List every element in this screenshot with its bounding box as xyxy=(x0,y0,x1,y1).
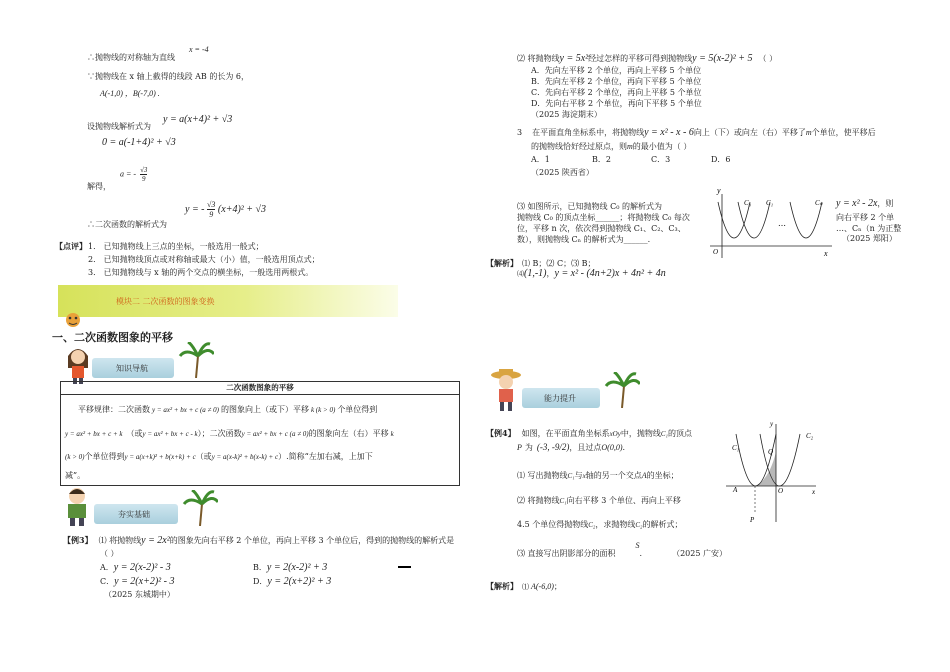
ex4-line-1: 【例4】 如图，在平面直角坐标系xOy中，抛物线C₁的顶点 xyxy=(486,428,692,438)
math-axis: x = -4 xyxy=(189,45,209,54)
note-label: 【点评】 xyxy=(55,241,87,251)
ex3-source: （2025 东城期中） xyxy=(104,590,175,599)
module-title: 模块二 二次函数的图象变换 xyxy=(116,297,215,306)
y-axis-label: y xyxy=(770,420,774,428)
cn-label: Cₙ xyxy=(815,199,823,207)
q4-line-3: 位，平移 n 次，依次得到抛物线 C₁、C₂、C₃、 xyxy=(517,224,686,233)
girl-character-icon xyxy=(64,342,92,384)
q2-question: ⑵ 将抛物线y = 5x²经过怎样的平移可得到抛物线y = 5(x-2)² + 5 （ ） xyxy=(517,53,778,64)
point-p-label: P xyxy=(750,516,755,524)
palm-tree-icon xyxy=(178,342,214,378)
q4-line-1: ⑶ 如图所示，已知抛物线 C₀ 的解析式为 xyxy=(517,202,662,211)
ex3-option-b: B．y = 2(x-2)² + 3 xyxy=(253,562,328,573)
q3-option-b: B．2 xyxy=(592,155,611,164)
math-a-value: a = - $\frac{√3}{9}$ xyxy=(120,166,148,183)
box-line-1: 平移规律：二次函数 y = ax² + bx + c (a ≠ 0) 的图象向上（或下）平移 k (k > 0) 个单位得到 xyxy=(78,405,378,414)
q-answer-line-1: 【解析】 ⑴ B；⑵ C；⑶ B； xyxy=(486,258,596,268)
boy-character-icon xyxy=(62,486,92,526)
q2-option-c: C．先向右平移 2 个单位，再向上平移 5 个单位 xyxy=(531,88,702,97)
math-substitution: 0 = a(-1+4)² + √3 xyxy=(102,137,176,148)
q3-option-c: C．3 xyxy=(651,155,671,164)
parabola-series-graph xyxy=(708,188,836,260)
q3-question: 3 在平面直角坐标系中，将抛物线y = x² - x - 6向上（下）或向左（右）平移了m个单位，使平移后 xyxy=(517,127,876,138)
ex3-question: 【例3】 ⑴ 将抛物线y = 2x²的图象先向右平移 2 个单位，再向上平移 3 个单位后，得到的抛物线的解析式是 xyxy=(63,535,455,546)
dash-mark xyxy=(398,566,411,568)
solution-line-1: ∴抛物线的对称轴为直线 xyxy=(87,53,175,62)
solution-line-2: ∵抛物线在 x 轴上截得的线段 AB 的长为 6， xyxy=(87,72,249,81)
solution-line-4: 设抛物线解析式为 xyxy=(87,122,151,131)
x-axis-label: x xyxy=(812,488,816,496)
ex3-option-a: A．y = 2(x-2)² - 3 xyxy=(100,562,171,573)
ex3-paren: （ ） xyxy=(100,549,119,558)
solution-line-3: A(-1,0) ，B(-7,0) . xyxy=(100,89,160,98)
point-a-label: A xyxy=(733,486,738,494)
ex4-line-2: P 为 (-3, -9/2)，且过点O(0,0). xyxy=(517,442,626,452)
ellipsis-label: … xyxy=(778,219,786,228)
box-title: 二次函数图象的平移 xyxy=(61,382,459,395)
ex4-q2: ⑵ 将抛物线C₁向右平移 3 个单位、再向上平移 xyxy=(517,496,681,505)
ex3-option-d: D．y = 2(x+2)² + 3 xyxy=(253,576,332,587)
c0-label: C₀ xyxy=(744,199,752,207)
math-final: y = - $\frac{√3}{9}$ (x+4)² + √3 xyxy=(185,200,267,219)
mascot-icon xyxy=(62,310,84,330)
palm-tree-icon xyxy=(182,490,218,526)
q4-source: （2025 郑阳） xyxy=(842,234,897,243)
q4-line-2: 抛物线 C₀ 的顶点坐标______；将抛物线 C₀ 每次 xyxy=(517,213,690,222)
note-1: 1． 已知抛物线上三点的坐标，一般选用一般式； xyxy=(88,242,264,251)
girl-hat-character-icon xyxy=(490,367,522,411)
q2-option-d: D．先向右平移 2 个单位，再向下平移 5 个单位 xyxy=(531,99,702,108)
box-line-3: (k > 0)个单位得到y = a(x+k)² + b(x+k) + c（或y = a(x-k)² + b(x-k) + c）.简称“左加右减，上加下 xyxy=(65,452,373,461)
origin-label: O xyxy=(713,248,719,256)
ex3-option-c: C．y = 2(x+2)² - 3 xyxy=(100,576,175,587)
q-answer-line-2: ⑷(1,-1)，y = x² - (4n+2)x + 4n² + 4n xyxy=(517,268,666,279)
note-2: 2． 已知抛物线顶点或对称轴或最大（小）值，一般选用顶点式； xyxy=(88,255,320,264)
box-line-4: 减”。 xyxy=(65,471,86,480)
solution-line-7: 解得， xyxy=(87,182,111,191)
solution-line-8: ∴二次函数的解析式为 xyxy=(87,220,167,229)
q4-math: y = x² - 2x，则 xyxy=(836,198,894,209)
palm-tree-icon xyxy=(604,372,640,408)
ex4-answer: 【解析】 ⑴ A(-6,0)； xyxy=(486,581,562,591)
box-line-2: y = ax² + bx + c + k （或y = ax² + bx + c - k）；二次函数y = ax² + bx + c (a ≠ 0)的图象向左（右）平移 k xyxy=(65,429,394,438)
q3-option-d: D．6 xyxy=(711,155,731,164)
origin-label: O xyxy=(778,487,784,495)
q2-source: （2025 海淀期末） xyxy=(531,110,602,119)
math-vertex-form: y = a(x+4)² + √3 xyxy=(163,114,233,125)
section-title: 一、二次函数图象的平移 xyxy=(52,331,173,344)
module-banner xyxy=(58,285,398,317)
c1-label: C₁ xyxy=(766,199,774,207)
q2-option-b: B．先向左平移 2 个单位，再向下平移 5 个单位 xyxy=(531,77,702,86)
q2-option-a: A．先向左平移 2 个单位，再向上平移 5 个单位 xyxy=(531,66,702,75)
q4-line-3-right: …、Cₙ（n 为正整 xyxy=(836,224,902,233)
q3-line-2: 的抛物线恰好经过原点，则m的最小值为（ ） xyxy=(531,142,692,151)
ex4-q2-line-2: 4.5 个单位得抛物线C₂，求抛物线C₂的解析式； xyxy=(517,520,683,529)
nav-tag: 知识导航 xyxy=(92,358,174,378)
x-axis-label: x xyxy=(824,249,828,258)
point-q-label: Q xyxy=(768,448,774,456)
basic-tag: 夯实基础 xyxy=(94,504,178,524)
q3-source: （2025 陕西省） xyxy=(531,168,594,177)
ex4-q1: ⑴ 写出抛物线C₁与x轴的另一个交点A的坐标； xyxy=(517,471,679,480)
q4-line-2-right: 向右平移 2 个单 xyxy=(836,213,895,222)
q3-option-a: A．1 xyxy=(531,155,550,164)
improve-tag: 能力提升 xyxy=(522,388,600,408)
q4-line-4: 数），则抛物线 Cₙ 的解析式为______. xyxy=(517,235,651,244)
translation-parabola-graph xyxy=(724,420,824,524)
note-3: 3． 已知抛物线与 x 轴的两个交点的横坐标，一般选用两根式。 xyxy=(88,268,314,277)
c2-label: C₂ xyxy=(806,432,814,440)
y-axis-label: y xyxy=(717,188,721,195)
ex4-q3: ⑶ 直接写出阴影部分的面积S. （2025 广安） xyxy=(517,541,727,558)
c1-label: C₁ xyxy=(732,444,740,452)
